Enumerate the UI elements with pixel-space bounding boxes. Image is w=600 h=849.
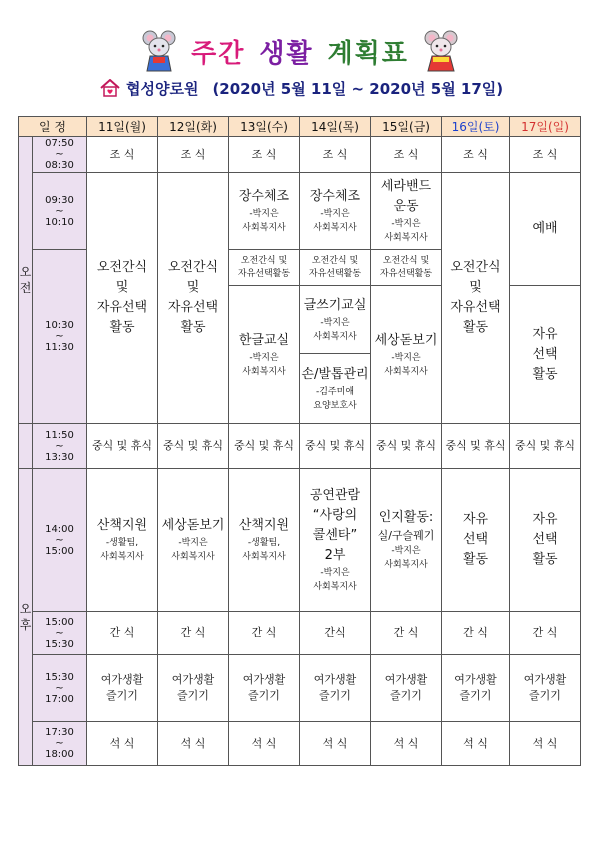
free-activity-tue: 오전간식 및 자유선택 활동 <box>158 173 229 424</box>
breakfast-wed: 조 식 <box>229 137 300 173</box>
free-activity-mon: 오전간식 및 자유선택 활동 <box>87 173 158 424</box>
time-slot-1: 07:50 ~ 08:30 <box>33 137 87 173</box>
dinner-sun: 석 식 <box>510 722 581 766</box>
leisure-mon: 여가생활 즐기기 <box>87 655 158 722</box>
subtitle-row <box>100 77 503 99</box>
section-am-char-1: 오 <box>19 265 32 279</box>
snack-sun: 간 식 <box>510 612 581 655</box>
day-header-mon: 11일(월) <box>87 117 158 137</box>
home-icon <box>100 79 120 97</box>
lunch-thu: 중식 및 휴식 <box>300 424 371 469</box>
cognitive-fri: 인지활동: 실/구슬꿰기 -박지은 사회복지사 <box>371 469 442 612</box>
section-pm-char-2: 후 <box>19 618 32 632</box>
free-activity-sat-pm: 자유 선택 활동 <box>442 469 510 612</box>
day-header-thu: 14일(목) <box>300 117 371 137</box>
leisure-fri: 여가생활 즐기기 <box>371 655 442 722</box>
page-title <box>191 33 409 70</box>
breakfast-thu: 조 식 <box>300 137 371 173</box>
snack-free-wed: 오전간식 및 자유선택활동 <box>229 250 300 286</box>
leisure-tue: 여가생활 즐기기 <box>158 655 229 722</box>
time-slot-3: 10:30 ~ 11:30 <box>33 250 87 424</box>
leisure-thu: 여가생활 즐기기 <box>300 655 371 722</box>
header-row <box>19 117 581 137</box>
lunch-wed: 중식 및 휴식 <box>229 424 300 469</box>
day-header-sun: 17일(일) <box>510 117 581 137</box>
day-header-wed: 13일(수) <box>229 117 300 137</box>
hangul-class-wed: 한글교실 -박지은 사회복지사 <box>229 286 300 424</box>
news-tue: 세상돋보기 -박지은 사회복지사 <box>158 469 229 612</box>
header-label: 일 정 <box>19 117 87 137</box>
row-afternoon-1 <box>19 469 581 612</box>
leisure-sun: 여가생활 즐기기 <box>510 655 581 722</box>
time-slot-8: 17:30 ~ 18:00 <box>33 722 87 766</box>
mouse-mascot-icon <box>141 29 177 73</box>
lunch-mon: 중식 및 휴식 <box>87 424 158 469</box>
walk-wed: 산책지원 -생활팀, 사회복지사 <box>229 469 300 612</box>
exercise-thu: 장수체조 -박지은 사회복지사 <box>300 173 371 250</box>
dinner-tue: 석 식 <box>158 722 229 766</box>
time-slot-4: 11:50 ~ 13:30 <box>33 424 87 469</box>
row-morning-1 <box>19 173 581 250</box>
snack-mon: 간 식 <box>87 612 158 655</box>
day-header-tue: 12일(화) <box>158 117 229 137</box>
snack-free-fri: 오전간식 및 자유선택활동 <box>371 250 442 286</box>
row-snack <box>19 612 581 655</box>
worship-sun: 예배 <box>510 173 581 286</box>
mouse-mascot-icon <box>423 29 459 73</box>
snack-sat: 간 식 <box>442 612 510 655</box>
dinner-wed: 석 식 <box>229 722 300 766</box>
title-row <box>0 28 600 74</box>
writing-class-thu: 글쓰기교실 -박지은 사회복지사 <box>300 286 371 354</box>
time-slot-7: 15:30 ~ 17:00 <box>33 655 87 722</box>
leisure-wed: 여가생활 즐기기 <box>229 655 300 722</box>
row-leisure <box>19 655 581 722</box>
snack-tue: 간 식 <box>158 612 229 655</box>
news-fri: 세상돋보기 -박지은 사회복지사 <box>371 286 442 424</box>
breakfast-sat: 조 식 <box>442 137 510 173</box>
breakfast-fri: 조 식 <box>371 137 442 173</box>
time-slot-2: 09:30 ~ 10:10 <box>33 173 87 250</box>
free-activity-sat: 오전간식 및 자유선택 활동 <box>442 173 510 424</box>
time-slot-5: 14:00 ~ 15:00 <box>33 469 87 612</box>
day-header-sat: 16일(토) <box>442 117 510 137</box>
free-activity-sun-pm: 자유 선택 활동 <box>510 469 581 612</box>
dinner-fri: 석 식 <box>371 722 442 766</box>
lunch-sat: 중식 및 휴식 <box>442 424 510 469</box>
band-exercise-fri: 세라밴드 운동 -박지은 사회복지사 <box>371 173 442 250</box>
concert-thu: 공연관람 “사랑의 콜센타” 2부 -박지은 사회복지사 <box>300 469 371 612</box>
row-dinner <box>19 722 581 766</box>
section-spacer <box>19 424 33 469</box>
section-am-char-2: 전 <box>19 281 32 295</box>
lunch-fri: 중식 및 휴식 <box>371 424 442 469</box>
section-afternoon <box>19 469 33 766</box>
org-name: 협성양로원 <box>126 79 199 98</box>
dinner-thu: 석 식 <box>300 722 371 766</box>
nail-care-thu: 손/발톱관리 -김주미애 요양보호사 <box>300 354 371 424</box>
leisure-sat: 여가생활 즐기기 <box>442 655 510 722</box>
title-word-3: 계획표 <box>327 38 409 69</box>
lunch-sun: 중식 및 휴식 <box>510 424 581 469</box>
snack-free-thu: 오전간식 및 자유선택활동 <box>300 250 371 286</box>
row-lunch <box>19 424 581 469</box>
snack-thu: 간식 <box>300 612 371 655</box>
weekly-schedule-table <box>18 116 581 766</box>
day-header-fri: 15일(금) <box>371 117 442 137</box>
snack-fri: 간 식 <box>371 612 442 655</box>
title-word-2: 생활 <box>259 38 314 69</box>
breakfast-sun: 조 식 <box>510 137 581 173</box>
breakfast-mon: 조 식 <box>87 137 158 173</box>
schedule-period: (2020년 5월 11일 ~ 2020년 5월 17일) <box>212 79 504 98</box>
lunch-tue: 중식 및 휴식 <box>158 424 229 469</box>
breakfast-tue: 조 식 <box>158 137 229 173</box>
row-breakfast <box>19 137 581 173</box>
free-activity-sun: 자유 선택 활동 <box>510 286 581 424</box>
title-word-1: 주간 <box>191 38 246 69</box>
snack-wed: 간 식 <box>229 612 300 655</box>
section-morning <box>19 137 33 424</box>
exercise-wed: 장수체조 -박지은 사회복지사 <box>229 173 300 250</box>
dinner-sat: 석 식 <box>442 722 510 766</box>
dinner-mon: 석 식 <box>87 722 158 766</box>
walk-mon: 산책지원 -생활팀, 사회복지사 <box>87 469 158 612</box>
time-slot-6: 15:00 ~ 15:30 <box>33 612 87 655</box>
section-pm-char-1: 오 <box>19 602 32 616</box>
